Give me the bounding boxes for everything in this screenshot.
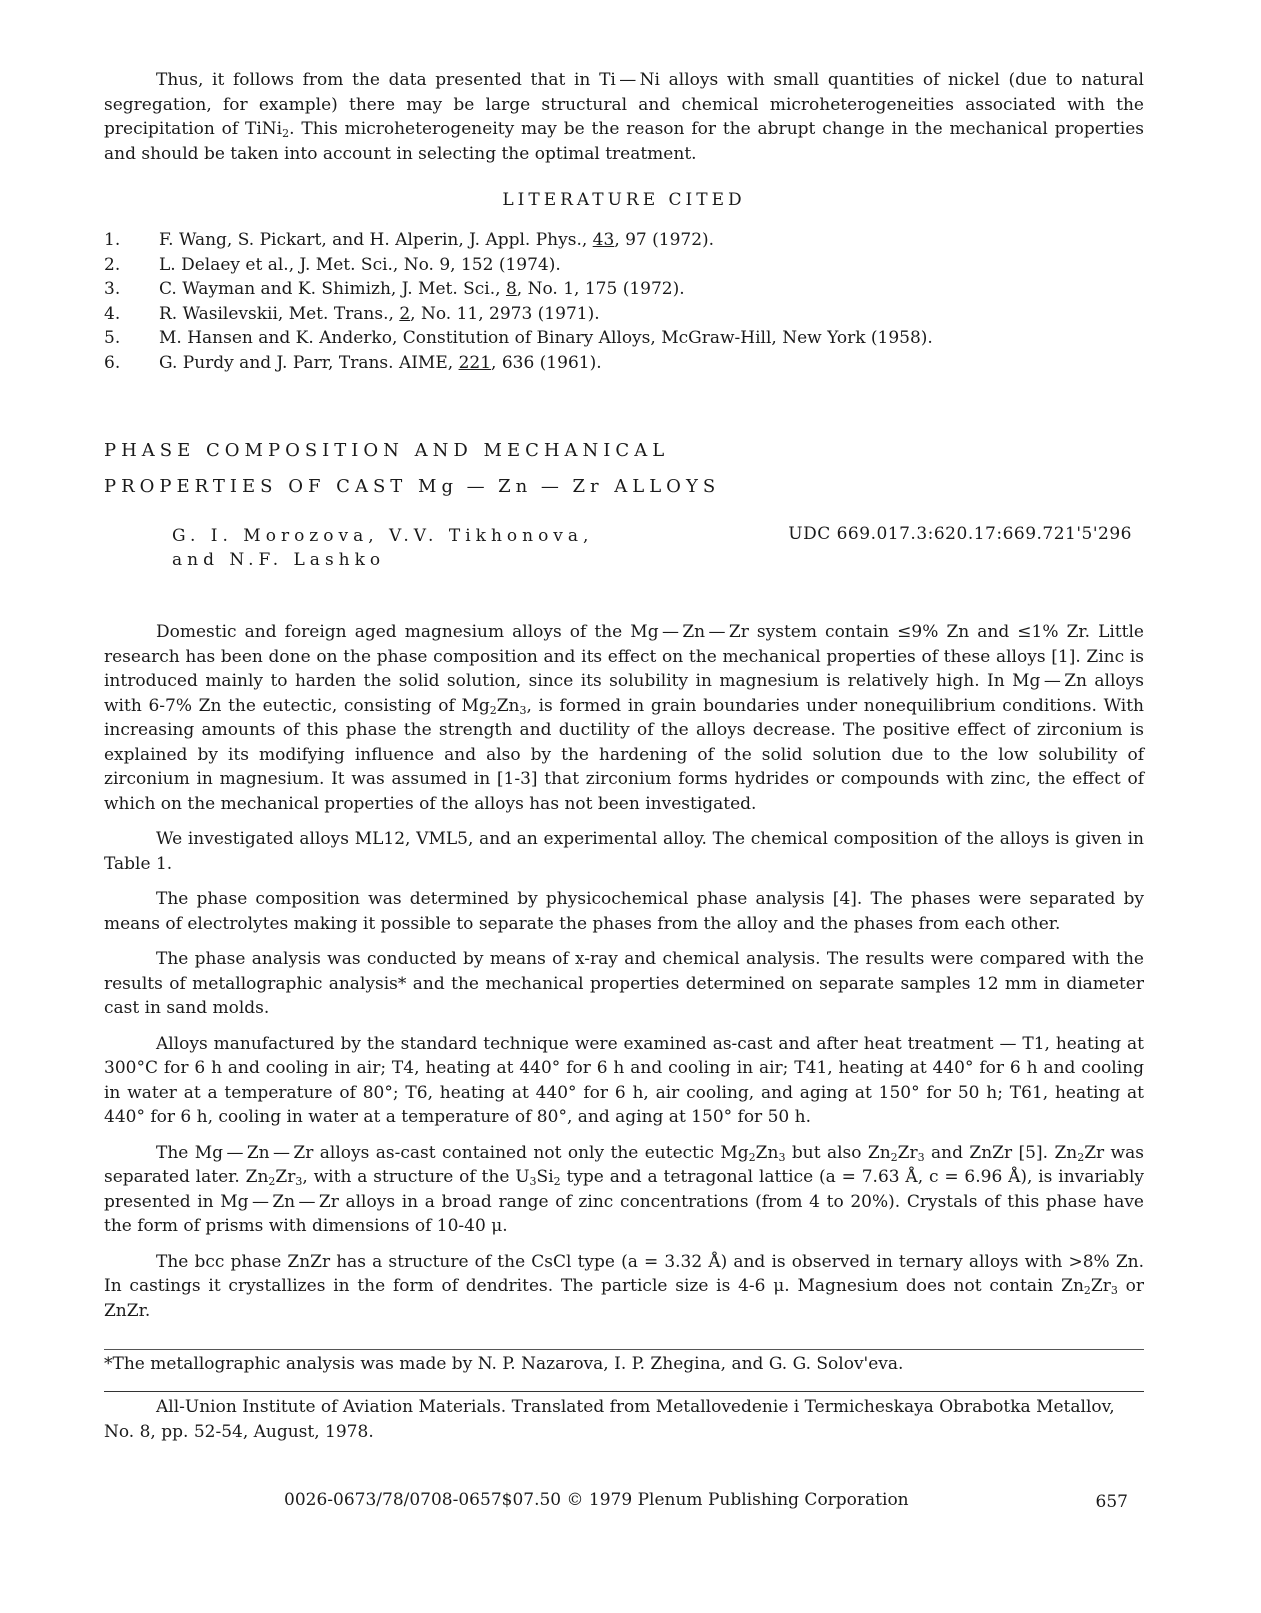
body-paragraph-5: Alloys manufactured by the standard technique were examined as-cast and after heat treatment — T1, heating at 300°C for 6 h and cooling in air; T4, heating at 440° for 6 h and cooling in air; T41, heating at 440° for 6 h and cooling in water at a temperature of 80°; T6, heating at 440° for 6 h, air cooling, and aging at 150° for 50 h; T61, heating at 440° for 6 h, cooling in water at a temperature of 80°, and aging at 150° for 50 h. [104,1033,1144,1127]
intro-text: Thus, it follows from the data presented that in Ti — Ni alloys with small quantities of nickel (due to natural segregation, for example) there may be large structural and chemical microheterogeneities associated with the precipitation of TiNi$_2$. This microheterogeneity may be the reason for the abrupt change in the mechanical properties and should be taken into account in selecting the optimal treatment. [104,70,1144,164]
article-title-line-2: PROPERTIES OF CAST Mg — Zn — Zr ALLOYS [104,476,721,497]
authors-line-1: G. I. Morozova, V.V. Tikhonova, [172,526,594,546]
body-paragraph-4: The phase analysis was conducted by means of x-ray and chemical analysis. The results were compared with the results of metallographic analysis* and the mechanical properties determined on separate samples 12 mm in diameter cast in sand molds. [104,949,1144,1018]
authors-line-2: and N.F. Lashko [172,550,386,570]
body-paragraph-3: The phase composition was determined by physicochemical phase analysis [4]. The phases were separated by means of electrolytes making it possible to separate the phases from the alloy and the phases from each other. [104,889,1144,934]
affiliation-note [104,1391,1144,1444]
reference-item: 5. M. Hansen and K. Anderko, Constitution of Binary Alloys, McGraw-Hill, New York (1958). [104,328,933,348]
page-number: 657 [1095,1492,1128,1512]
affiliation-text: All-Union Institute of Aviation Materials. Translated from Metallovedenie i Termicheskaya Obrabotka Metallov, No. 8, pp. 52-54, August, 1978. [104,1397,1115,1442]
body-paragraph-1: Domestic and foreign aged magnesium alloys of the Mg — Zn — Zr system contain ≤9% Zn and ≤1% Zr. Little research has been done on the phase composition and its effect on the mechanical properties of these alloys [1]. Zinc is introduced mainly to harden the solid solution, since its solubility in magnesium is relatively high. In Mg — Zn alloys with 6-7% Zn the eutectic, consisting of $Mg_2Zn_3$, is formed in grain boundaries under nonequilibrium conditions. With increasing amounts of this phase the strength and ductility of the alloys decrease. The positive effect of zirconium is explained by its modifying influence and also by the hardening of the solid solution due to the low solubility of zirconium in magnesium. It was assumed in [1-3] that zirconium forms hydrides or compounds with zinc, the effect of which on the mechanical properties of the alloys has not been investigated. [104,622,1144,814]
body-paragraph-7: The bcc phase ZnZr has a structure of the CsCl type (a = 3.32 Å) and is observed in ternary alloys with >8% Zn. In castings it crystallizes in the form of dendrites. The particle size is 4-6 μ. Magnesium does not contain $Zn_2Zr_3$ or ZnZr. [104,1251,1144,1321]
reference-item: 4. R. Wasilevskii, Met. Trans., 2, No. 11, 2973 (1971). [104,303,600,324]
reference-item: 1. F. Wang, S. Pickart, and H. Alperin, J. Appl. Phys., 43, 97 (1972). [104,230,715,250]
reference-list [104,228,1144,375]
footnote-text: *The metallographic analysis was made by N. P. Nazarova, I. P. Zhegina, and G. G. Solov'eva. [104,1354,904,1374]
reference-item: 6. G. Purdy and J. Parr, Trans. AIME, 221, 636 (1961). [104,352,602,373]
article-title-line-1: PHASE COMPOSITION AND MECHANICAL [104,440,670,461]
article-body [104,620,1144,1323]
copyright-code: 0026-0673/78/0708-0657$07.50 © 1979 Plenum Publishing Corporation [284,1490,909,1510]
intro-paragraph [104,68,1144,166]
reference-item: 2. L. Delaey et al., J. Met. Sci., No. 9, 152 (1974). [104,254,561,275]
authors-block [172,524,593,572]
body-paragraph-2: We investigated alloys ML12, VML5, and an experimental alloy. The chemical composition of the alloys is given in Table 1. [104,829,1144,874]
footnote [104,1349,1144,1377]
literature-cited-heading: LITERATURE CITED [502,190,746,210]
body-paragraph-6: The Mg — Zn — Zr alloys as-cast contained not only the eutectic $Mg_2Zn_3$ but also $Zn_2Zr_3$ and ZnZr [5]. $Zn_2Zr$ was separated later. $Zn_2Zr_3$, with a structure of the $U_3Si_2$ type and a tetragonal lattice (a = 7.63 Å, c = 6.96 Å), is invariably presented in Mg — Zn — Zr alloys in a broad range of zinc concentrations (from 4 to 20%). Crystals of this phase have the form of prisms with dimensions of 10-40 μ. [104,1142,1144,1236]
reference-item: 3. C. Wayman and K. Shimizh, J. Met. Sci., 8, No. 1, 175 (1972). [104,279,685,299]
udc-code: UDC 669.017.3:620.17:669.721'5'296 [788,524,1132,544]
